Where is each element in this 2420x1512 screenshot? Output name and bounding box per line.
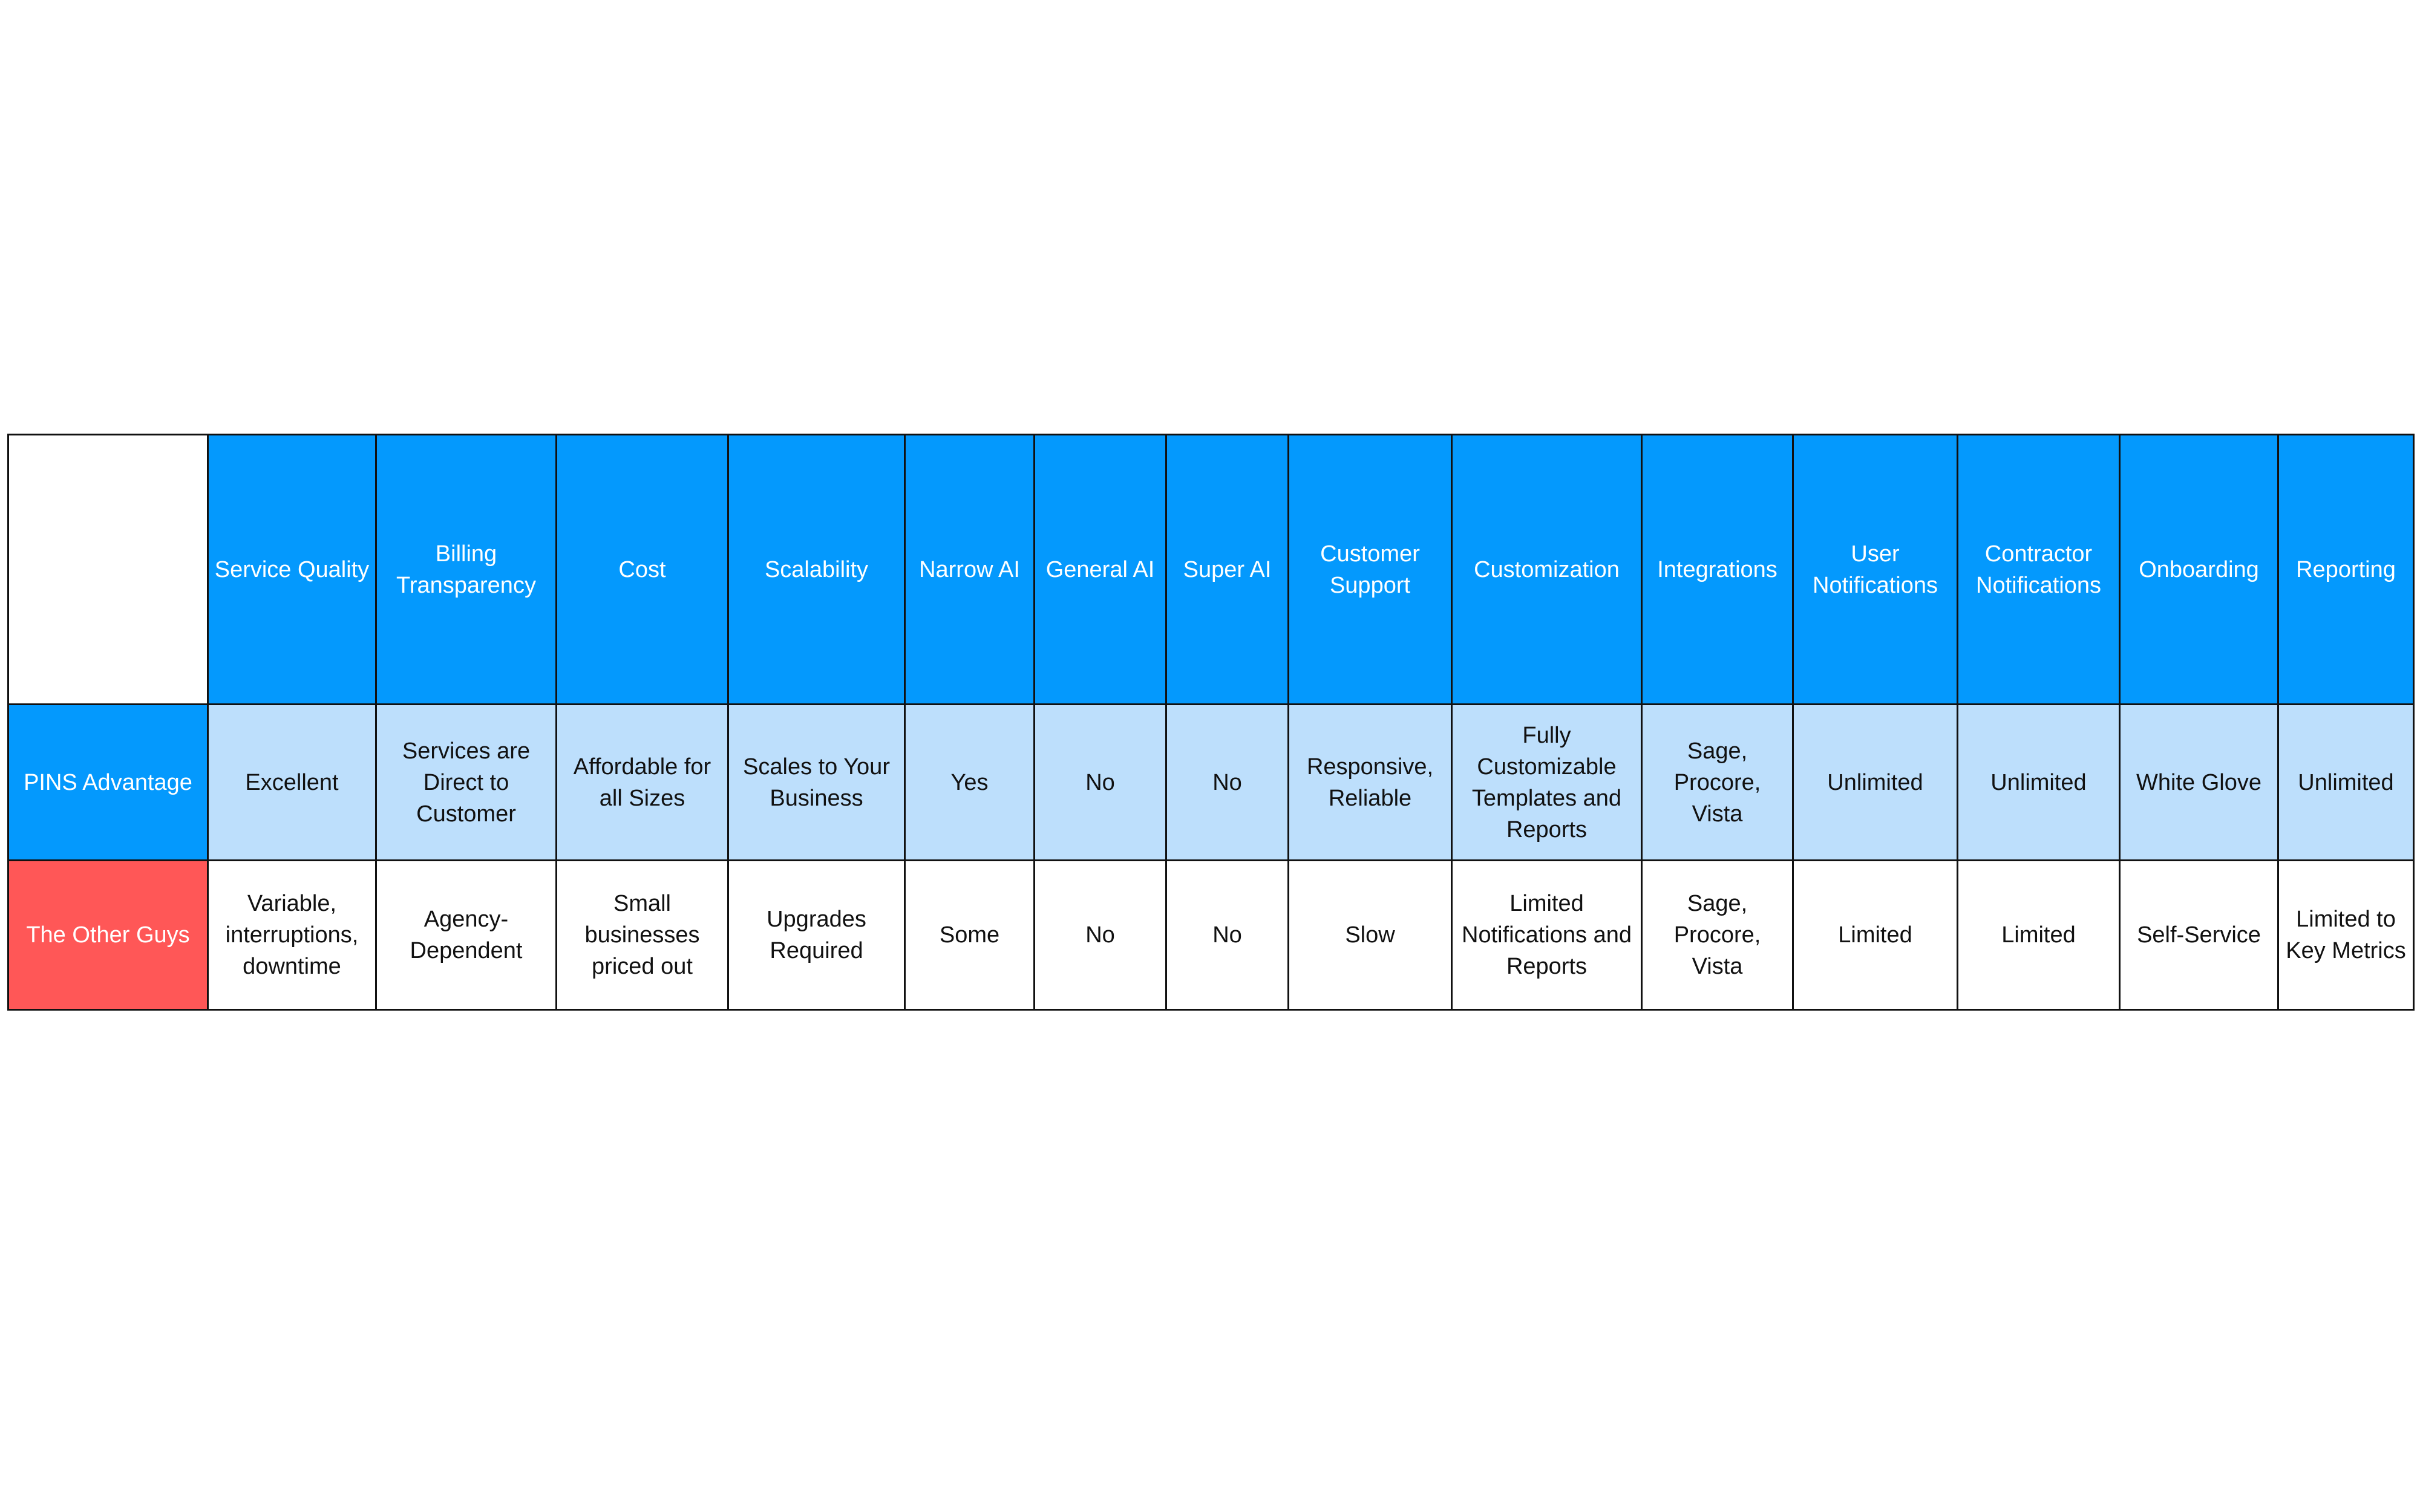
- table-cell: Excellent: [208, 705, 376, 861]
- table-cell: Sage, Procore, Vista: [1642, 861, 1793, 1010]
- comparison-table: [7, 434, 2415, 1011]
- table-cell: Scales to Your Business: [728, 705, 905, 861]
- row-label-the-other-guys: The Other Guys: [8, 861, 208, 1010]
- column-header-integrations: Integrations: [1642, 435, 1793, 705]
- row-label-pins-advantage: PINS Advantage: [8, 705, 208, 861]
- table-cell: Unlimited: [2278, 705, 2414, 861]
- column-header-general-ai: General AI: [1035, 435, 1166, 705]
- table-cell: Small businesses priced out: [557, 861, 728, 1010]
- table-row-pins-advantage: [8, 705, 2414, 861]
- table-row-the-other-guys: [8, 861, 2414, 1010]
- column-header-cost: Cost: [557, 435, 728, 705]
- table-cell: Affordable for all Sizes: [557, 705, 728, 861]
- column-header-customization: Customization: [1452, 435, 1642, 705]
- table-cell: Self-Service: [2120, 861, 2278, 1010]
- table-cell: Responsive, Reliable: [1289, 705, 1452, 861]
- table-cell: Some: [905, 861, 1035, 1010]
- column-header-super-ai: Super AI: [1166, 435, 1289, 705]
- column-header-service-quality: Service Quality: [208, 435, 376, 705]
- table-cell: Variable, interruptions, downtime: [208, 861, 376, 1010]
- table-cell: Limited: [1793, 861, 1958, 1010]
- column-header-narrow-ai: Narrow AI: [905, 435, 1035, 705]
- column-header-billing-transparency: Billing Transparency: [376, 435, 557, 705]
- table-cell: No: [1166, 705, 1289, 861]
- header-row: [8, 435, 2414, 705]
- table-cell: Agency-Dependent: [376, 861, 557, 1010]
- table-cell: No: [1035, 705, 1166, 861]
- table-cell: Slow: [1289, 861, 1452, 1010]
- column-header-user-notifications: User Notifications: [1793, 435, 1958, 705]
- table-cell: Fully Customizable Templates and Reports: [1452, 705, 1642, 861]
- table-cell: Services are Direct to Customer: [376, 705, 557, 861]
- table-cell: Upgrades Required: [728, 861, 905, 1010]
- corner-cell: [8, 435, 208, 705]
- table-cell: Yes: [905, 705, 1035, 861]
- table-cell: Unlimited: [1958, 705, 2120, 861]
- column-header-contractor-notifications: Contractor Notifications: [1958, 435, 2120, 705]
- table-cell: No: [1035, 861, 1166, 1010]
- table-cell: Sage, Procore, Vista: [1642, 705, 1793, 861]
- column-header-reporting: Reporting: [2278, 435, 2414, 705]
- table-cell: Unlimited: [1793, 705, 1958, 861]
- table-cell: Limited Notifications and Reports: [1452, 861, 1642, 1010]
- table-cell: Limited to Key Metrics: [2278, 861, 2414, 1010]
- table-cell: No: [1166, 861, 1289, 1010]
- column-header-onboarding: Onboarding: [2120, 435, 2278, 705]
- table-cell: White Glove: [2120, 705, 2278, 861]
- column-header-scalability: Scalability: [728, 435, 905, 705]
- table-cell: Limited: [1958, 861, 2120, 1010]
- column-header-customer-support: Customer Support: [1289, 435, 1452, 705]
